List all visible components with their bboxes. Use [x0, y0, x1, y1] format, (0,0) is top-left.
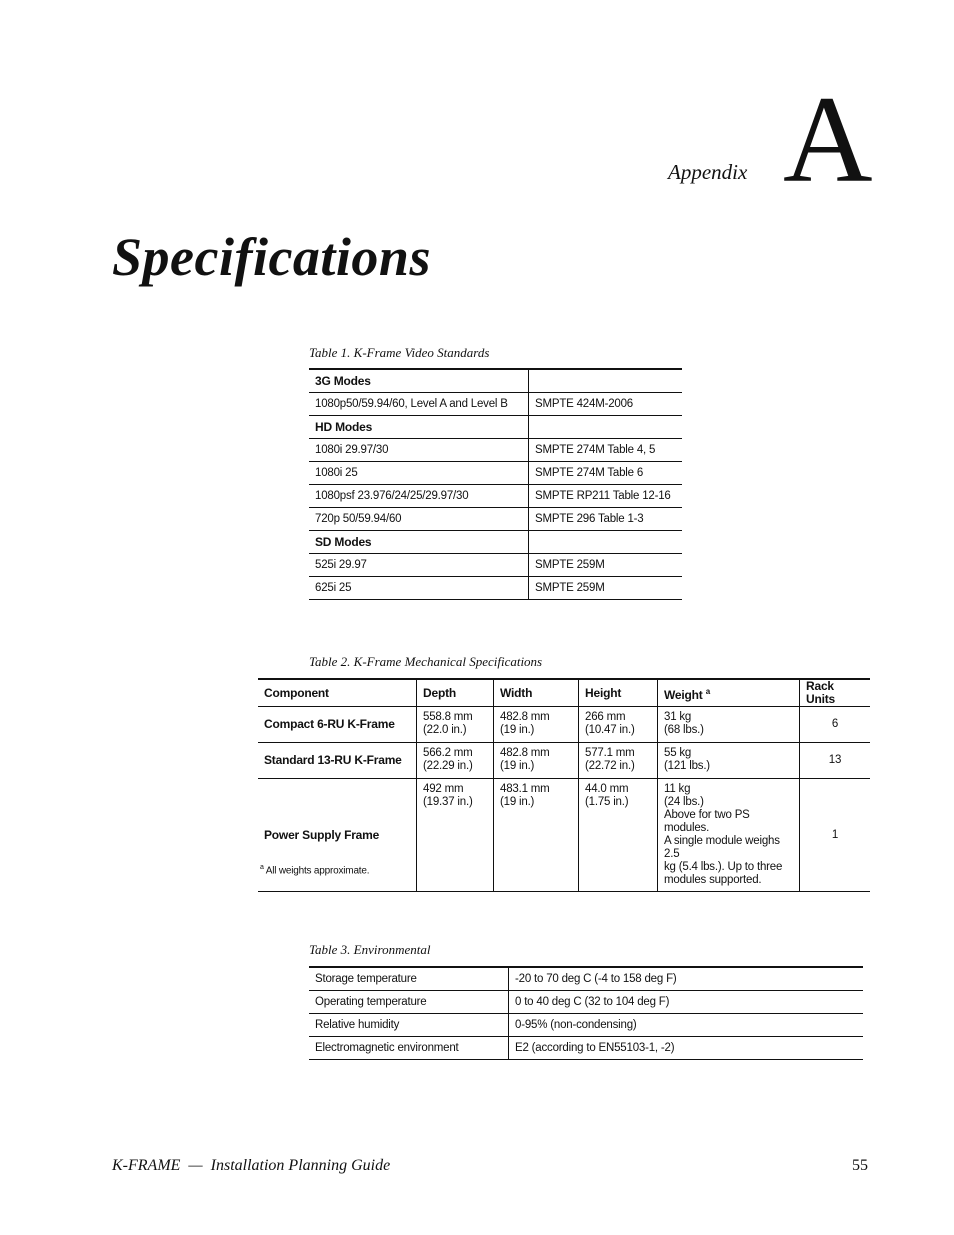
- table-cell: SMPTE 259M: [529, 577, 683, 600]
- component-cell: Power Supply Frame: [258, 779, 417, 892]
- table-cell: E2 (according to EN55103-1, -2): [509, 1037, 864, 1060]
- table-row: [309, 554, 682, 577]
- page-number: 55: [852, 1157, 868, 1174]
- cell-line: (10.47 in.): [585, 724, 635, 736]
- table-cell: [658, 743, 800, 779]
- cell-line: modules supported.: [664, 874, 762, 886]
- table2-caption: Table 2. K-Frame Mechanical Specifications: [309, 654, 543, 669]
- table-row: [309, 1014, 863, 1037]
- table-cell: HD Modes: [309, 416, 529, 439]
- table-cell: 1080p50/59.94/60, Level A and Level B: [309, 393, 529, 416]
- table-cell: [529, 531, 683, 554]
- table-cell: [658, 707, 800, 743]
- component-cell: Standard 13-RU K-Frame: [258, 743, 417, 779]
- column-header: Rack Units: [800, 679, 871, 707]
- table-cell: [579, 779, 658, 892]
- cell-line: 55 kg: [664, 747, 692, 759]
- table-cell: SMPTE 274M Table 6: [529, 462, 683, 485]
- table-cell: [494, 779, 579, 892]
- table-cell: 1080psf 23.976/24/25/29.97/30: [309, 485, 529, 508]
- cell-line: kg (5.4 lbs.). Up to three: [664, 861, 783, 873]
- table-cell: [579, 743, 658, 779]
- cell-line: (22.0 in.): [423, 724, 467, 736]
- cell-line: (19 in.): [500, 724, 535, 736]
- table-row: [309, 416, 682, 439]
- cell-line: 577.1 mm: [585, 747, 635, 759]
- table-cell: [529, 369, 683, 393]
- table-row: [258, 743, 870, 779]
- table-cell: 13: [800, 743, 871, 779]
- table-header-row: [258, 679, 870, 707]
- table-cell: 625i 25: [309, 577, 529, 600]
- cell-line: (1.75 in.): [585, 796, 629, 808]
- table-cell: SMPTE 274M Table 4, 5: [529, 439, 683, 462]
- column-header-label: Weight: [664, 687, 703, 702]
- table-cell: [658, 779, 800, 892]
- table-cell: [579, 707, 658, 743]
- table-cell: [417, 743, 494, 779]
- table-cell: 720p 50/59.94/60: [309, 508, 529, 531]
- table-cell: SD Modes: [309, 531, 529, 554]
- table-cell: 0-95% (non-condensing): [509, 1014, 864, 1037]
- table1-caption: Table 1. K-Frame Video Standards: [309, 345, 490, 360]
- cell-line: 31 kg: [664, 711, 692, 723]
- column-header: [658, 679, 800, 707]
- cell-line: (19.37 in.): [423, 796, 473, 808]
- table-cell: 1080i 25: [309, 462, 529, 485]
- table-cell: Storage temperature: [309, 967, 509, 991]
- table-row: [309, 1037, 863, 1060]
- table-row: [309, 577, 682, 600]
- cell-line: (121 lbs.): [664, 760, 710, 772]
- cell-line: 566.2 mm: [423, 747, 473, 759]
- cell-line: 266 mm: [585, 711, 626, 723]
- cell-line: 492 mm: [423, 783, 464, 795]
- table-cell: -20 to 70 deg C (-4 to 158 deg F): [509, 967, 864, 991]
- footnote-text: All weights approximate.: [265, 865, 370, 877]
- cell-line: 11 kg: [664, 783, 691, 795]
- column-header: Width: [494, 679, 579, 707]
- table-cell: [417, 779, 494, 892]
- table-cell: [529, 416, 683, 439]
- table-row: [258, 707, 870, 743]
- table-cell: [494, 743, 579, 779]
- table-cell: 1: [800, 779, 871, 892]
- cell-line: 483.1 mm: [500, 783, 550, 795]
- table-cell: 525i 29.97: [309, 554, 529, 577]
- table-row: [309, 991, 863, 1014]
- footnote-marker: a: [260, 864, 264, 871]
- column-header: Height: [579, 679, 658, 707]
- cell-line: 482.8 mm: [500, 747, 550, 759]
- table-row: [309, 967, 863, 991]
- cell-line: 44.0 mm: [585, 783, 629, 795]
- cell-line: (19 in.): [500, 796, 535, 808]
- table-cell: Operating temperature: [309, 991, 509, 1014]
- page-title: Specifications: [112, 227, 431, 287]
- table-cell: SMPTE 296 Table 1-3: [529, 508, 683, 531]
- table-row: [309, 485, 682, 508]
- table2-footnote: [260, 864, 369, 876]
- table-cell: [417, 707, 494, 743]
- table-cell: SMPTE 424M-2006: [529, 393, 683, 416]
- cell-line: (68 lbs.): [664, 724, 704, 736]
- cell-line: (22.29 in.): [423, 760, 473, 772]
- footnote-marker: a: [705, 686, 710, 696]
- table-row: [309, 462, 682, 485]
- table-row: [309, 439, 682, 462]
- column-header: Component: [258, 679, 417, 707]
- table-cell: [494, 707, 579, 743]
- cell-line: A single module weighs 2.5: [664, 835, 780, 860]
- component-cell: Compact 6-RU K-Frame: [258, 707, 417, 743]
- cell-line: 558.8 mm: [423, 711, 473, 723]
- table-row: [309, 531, 682, 554]
- table-cell: 1080i 29.97/30: [309, 439, 529, 462]
- video-standards-table: [309, 368, 682, 600]
- table-cell: Relative humidity: [309, 1014, 509, 1037]
- table-cell: 6: [800, 707, 871, 743]
- table-cell: SMPTE 259M: [529, 554, 683, 577]
- table-row: [309, 393, 682, 416]
- table-cell: 0 to 40 deg C (32 to 104 deg F): [509, 991, 864, 1014]
- appendix-label: Appendix: [668, 160, 748, 184]
- cell-line: (22.72 in.): [585, 760, 635, 772]
- environmental-table: [309, 966, 863, 1060]
- table3-caption: Table 3. Environmental: [309, 942, 431, 957]
- table-row: [309, 508, 682, 531]
- appendix-letter: A: [783, 71, 873, 208]
- table-cell: Electromagnetic environment: [309, 1037, 509, 1060]
- cell-line: 482.8 mm: [500, 711, 550, 723]
- mechanical-specs-table: [258, 678, 870, 892]
- cell-line: (24 lbs.): [664, 796, 704, 808]
- cell-line: (19 in.): [500, 760, 535, 772]
- table-cell: 3G Modes: [309, 369, 529, 393]
- table-row: [309, 369, 682, 393]
- column-header: Depth: [417, 679, 494, 707]
- cell-line: Above for two PS modules.: [664, 809, 750, 834]
- footer-doc-title: K-FRAME — Installation Planning Guide: [112, 1157, 391, 1174]
- table-cell: SMPTE RP211 Table 12-16: [529, 485, 683, 508]
